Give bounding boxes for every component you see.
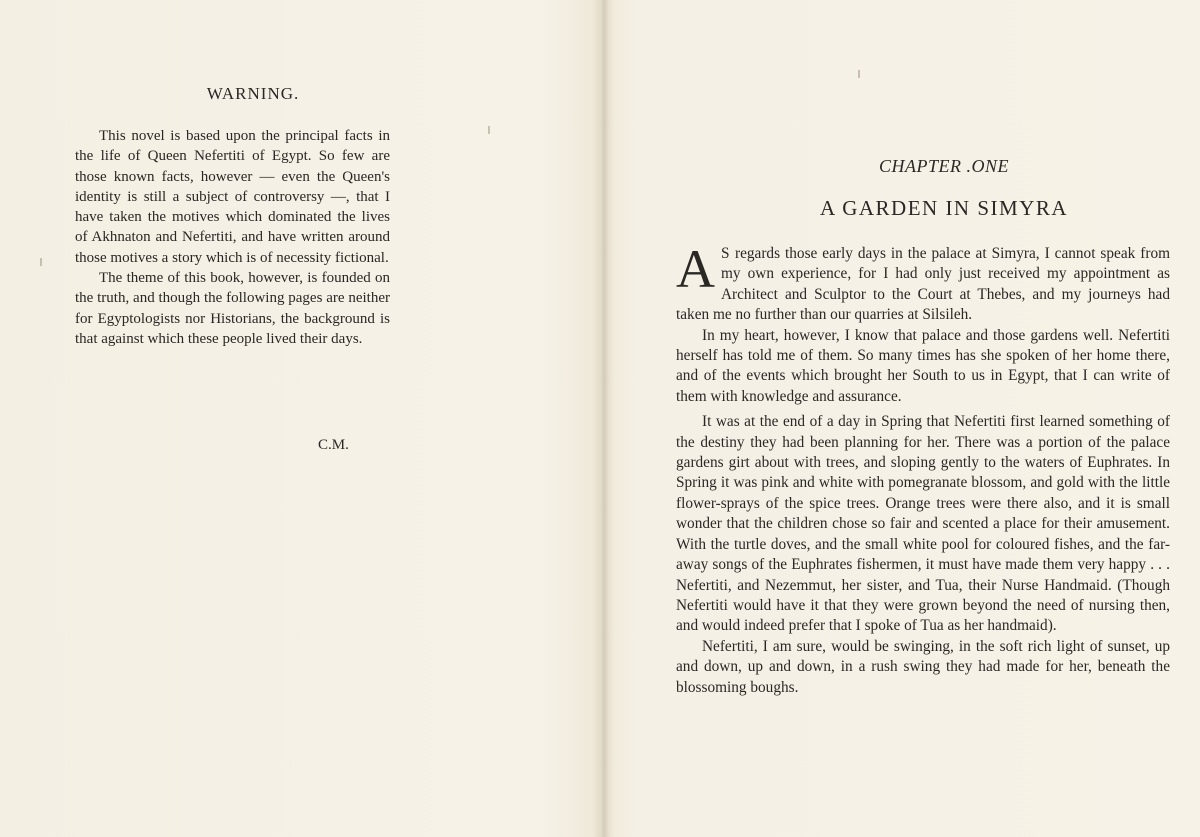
- paper-speck: [858, 70, 860, 78]
- warning-paragraph: This novel is based upon the principal facts in the life of Queen Nefertiti of Egypt. So few are those known facts, however — even the Queen's identity is still a subject of controversy —, that I have taken the motives which dominated the lives of Akhnaton and Nefertiti, and have written around those motives a story which is of necessity fictional.: [75, 128, 390, 266]
- author-initials: C.M.: [318, 437, 349, 453]
- warning-title: WARNING.: [206, 84, 300, 103]
- warning-text: [75, 126, 390, 349]
- opening-paragraph-text: regards those early days in the palace at Simyra, I cannot speak from my own experience, for I had only just received my appointment as Architect and Sculptor to the Court at Thebes, and my journeys had taken me no further than our quarries at Silsileh.: [676, 245, 1170, 324]
- opening-paragraph: [676, 239, 1170, 326]
- body-paragraph: Nefertiti, I am sure, would be swinging, in the soft rich light of sunset, up and down, up and down, in a rush swing they had made for her, beneath the blossoming boughs.: [676, 637, 1170, 696]
- right-page: [614, 0, 1200, 837]
- body-paragraph: It was at the end of a day in Spring that Nefertiti first learned something of the destiny they had been planning for her. There was a portion of the palace gardens girt about with trees, and sloping gently to the waters of Euphrates. In Spring it was pink and white with pomegranate blossom, and gold with the little flower-sprays of the spice trees. Orange trees were there also, and it is small wonder that the children chose so fair and scented a place for their amusement. With the turtle doves, and the small white pool for coloured fishes, and the far-away songs of the Euphrates fishermen, it must have made them very happy . . . Nefertiti, and Nezemmut, her sister, and Tua, their Nurse Handmaid. (Though Nefertiti would have it that they were grown beyond the need of nursing then, and would indeed prefer that I spoke of Tua as her handmaid).: [676, 413, 1170, 635]
- lead-in: S: [721, 245, 731, 262]
- book-gutter: [592, 0, 614, 837]
- chapter-label: CHAPTER .ONE: [879, 156, 1009, 176]
- paper-speck: [40, 258, 42, 266]
- drop-cap: A: [676, 239, 715, 299]
- body-paragraph: In my heart, however, I know that palace and those gardens well. Nefertiti herself has told me of them. So many times has she spoken of her home there, and of the events which brought her South to us in Egypt, that I can write of them with knowledge and assurance.: [676, 326, 1170, 405]
- chapter-body: [676, 239, 1170, 698]
- left-page: [0, 0, 592, 837]
- paper-speck: [488, 126, 490, 134]
- chapter-title: A GARDEN IN SIMYRA: [819, 196, 1069, 220]
- warning-paragraph: The theme of this book, however, is founded on the truth, and though the following pages are neither for Egyptologists nor Historians, the background is that against which these people lived their days.: [75, 270, 390, 347]
